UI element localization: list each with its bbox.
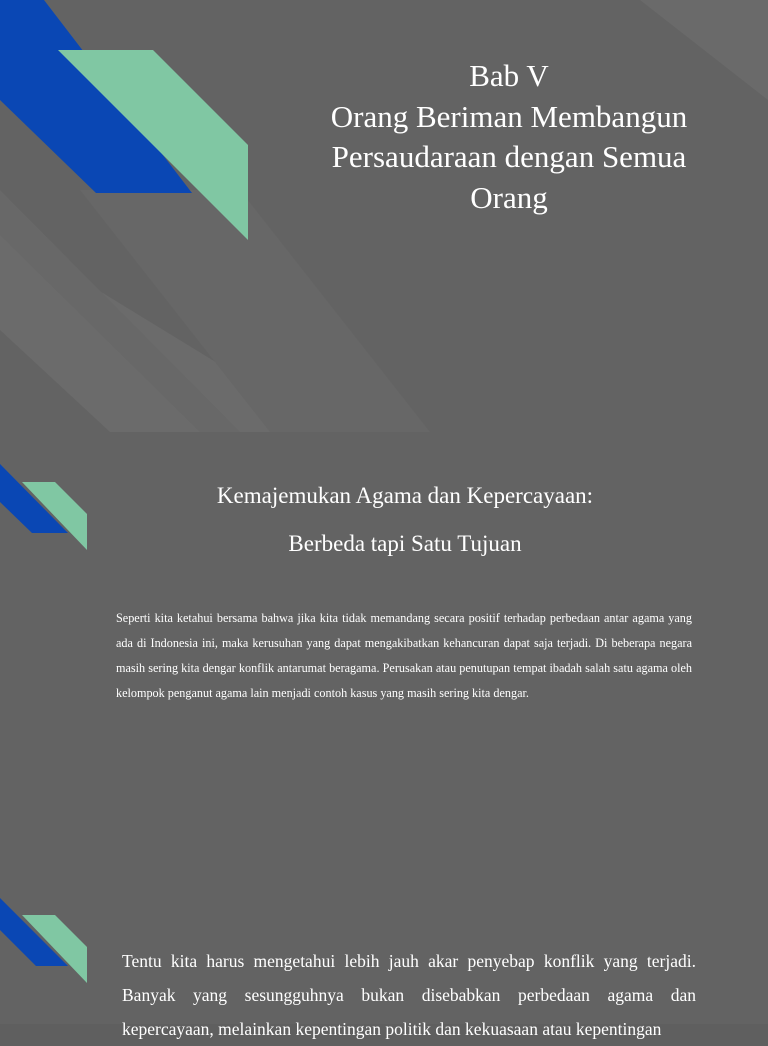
slide-title-text <box>300 56 718 218</box>
slide-content-2 <box>0 864 768 1039</box>
title-line: Orang Beriman Membangun <box>330 98 688 134</box>
title-line: Persaudaraan dengan Semua <box>331 139 687 174</box>
body-paragraph: Seperti kita ketahui bersama bahwa jika kita tidak memandang secara positif terhadap perbedaan antar agama yang ada di Indonesia ini, maka kerusuhan yang dapat mengakibatkan kehancuran dapat saja terjadi. Di beberapa negara masih sering kita dengar konflik antarumat beragama. Perusakan atau penutupan tempat ibadah salah satu agama oleh kelompok penganut agama lain menjadi contoh kasus yang masih sering kita dengar. <box>116 611 692 700</box>
slide-title <box>0 0 768 432</box>
body-paragraph: Tentu kita harus mengetahui lebih jauh akar penyebap konflik yang terjadi. Banyak yang sesungguhnya bukan disebabkan perbedaan agama dan kepercayaan, melainkan kepentingan politik dan kekuasaan atau kepentingan <box>122 951 696 1039</box>
section-subheading: Berbeda tapi Satu Tujuan <box>288 531 522 556</box>
slide-content-1 <box>0 432 768 864</box>
title-line: Bab V <box>469 58 549 93</box>
section-heading: Kemajemukan Agama dan Kepercayaan: <box>216 483 594 508</box>
title-line: Orang <box>470 179 548 215</box>
